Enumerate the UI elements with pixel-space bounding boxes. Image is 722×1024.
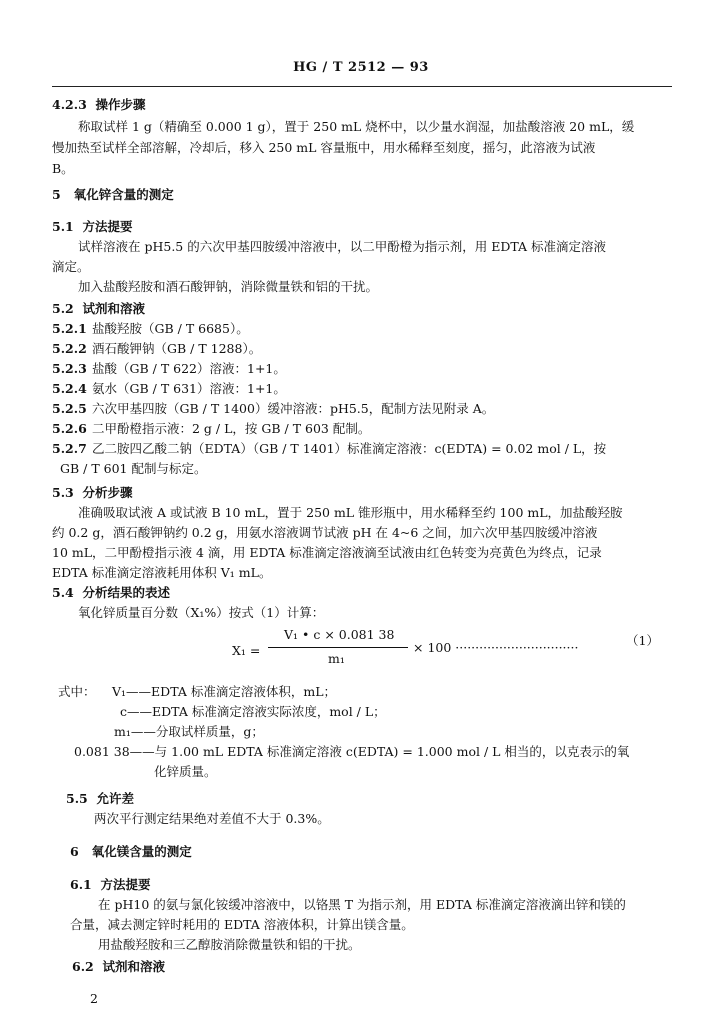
paragraph-line: B。 [52,161,74,176]
formula-denominator: m₁ [328,651,345,666]
definition-row [74,743,629,761]
section-title: 操作步骤 [95,97,146,112]
item-text: 酒石酸钾钠（GB / T 1288）。 [92,341,262,356]
definition-text: ——与 1.00 mL EDTA 标准滴定溶液 c(EDTA) = 1.000 mol / L 相当的，以克表示的氧 [129,744,630,759]
section-number: 4.2.3 [52,97,87,112]
list-item [52,420,370,438]
definition-symbol: m₁ [114,724,131,739]
section-number: 5.4 [52,585,74,600]
paragraph-line: EDTA 标准滴定溶液耗用体积 V₁ mL。 [52,565,272,580]
section-title: 分析结果的表述 [82,585,170,600]
section-title: 试剂和溶液 [82,301,145,316]
item-text: 二甲酚橙指示液：2 g / L，按 GB / T 603 配制。 [92,421,371,436]
definition-symbol: V₁ [112,684,127,699]
section-5-3-heading [52,484,132,502]
section-6-1-heading [70,876,150,894]
definition-text: ——EDTA 标准滴定溶液实际浓度，mol / L； [127,704,386,719]
section-title: 试剂和溶液 [102,959,165,974]
list-item [52,440,606,458]
definition-row [120,703,386,721]
section-title: 允许差 [96,791,134,806]
item-number: 5.2.4 [52,381,87,396]
paragraph-line: 化锌质量。 [154,764,217,779]
formula-numerator: V₁ • c × 0.081 38 [284,627,395,642]
list-item [52,380,286,398]
formula-tail: × 100 ······························· [413,640,579,655]
section-6-2-heading [72,958,165,976]
paragraph-line: 10 mL，二甲酚橙指示液 4 滴，用 EDTA 标准滴定溶液滴至试液由红色转变为亮黄色为终点，记录 [52,545,602,560]
where-label: 式中： [58,684,96,699]
paragraph-line: 准确吸取试液 A 或试液 B 10 mL，置于 250 mL 锥形瓶中，用水稀释至约 100 mL，加盐酸羟胺 [78,505,623,520]
section-title: 分析步骤 [82,485,133,500]
section-number: 6.2 [72,959,94,974]
paragraph-line: 慢加热至试样全部溶解，冷却后，移入 250 mL 容量瓶中，用水稀释至刻度，摇匀，此溶液为试液 [52,140,596,155]
item-number: 5.2.2 [52,341,87,356]
paragraph-line: 氧化锌质量百分数（X₁%）按式（1）计算： [78,605,325,620]
paragraph-line: 在 pH10 的氨与氯化铵缓冲溶液中，以铬黑 T 为指示剂，用 EDTA 标准滴定溶液滴出锌和镁的 [98,897,626,912]
item-text: 六次甲基四胺（GB / T 1400）缓冲溶液：pH5.5，配制方法见附录 A。 [92,401,495,416]
section-title: 方法提要 [100,877,151,892]
section-5-4-heading [52,584,170,602]
paragraph-line: 加入盐酸羟胺和酒石酸钾钠，消除微量铁和铝的干扰。 [78,279,379,294]
section-number: 5.2 [52,301,74,316]
paragraph-line: 试样溶液在 pH5.5 的六次甲基四胺缓冲溶液中，以二甲酚橙为指示剂，用 EDTA 标准滴定溶液 [78,239,607,254]
fraction-bar [268,647,408,648]
section-5-5-heading [66,790,134,808]
paragraph-line: 合量，减去测定锌时耗用的 EDTA 溶液体积，计算出镁含量。 [70,917,414,932]
section-5-1-heading [52,218,132,236]
section-number: 6 [70,844,79,859]
paragraph-line: GB / T 601 配制与标定。 [60,461,207,476]
section-title: 氧化镁含量的测定 [91,844,192,859]
item-number: 5.2.3 [52,361,87,376]
list-item [52,340,261,358]
item-text: 盐酸（GB / T 622）溶液：1+1。 [92,361,286,376]
item-number: 5.2.5 [52,401,87,416]
page-number: 2 [90,991,98,1006]
section-4-2-3-heading [52,96,146,114]
list-item [52,320,249,338]
section-number: 5 [52,187,61,202]
section-title: 氧化锌含量的测定 [73,187,174,202]
item-number: 5.2.6 [52,421,87,436]
item-number: 5.2.1 [52,321,87,336]
definition-text: ——分取试样质量，g； [130,724,264,739]
definition-row [112,683,336,701]
header-rule [52,86,672,87]
section-number: 5.5 [66,791,88,806]
definition-symbol: c [120,704,128,719]
paragraph-line: 用盐酸羟胺和三乙醇胺消除微量铁和铝的干扰。 [98,937,361,952]
section-5-heading [52,186,174,204]
section-5-2-heading [52,300,145,318]
item-text: 盐酸羟胺（GB / T 6685）。 [92,321,249,336]
formula-lhs: X₁ = [232,643,261,658]
section-number: 6.1 [70,877,92,892]
section-6-heading [70,843,192,861]
definition-symbol: 0.081 38 [74,744,130,759]
item-text: 氨水（GB / T 631）溶液：1+1。 [92,381,286,396]
paragraph-line: 滴定。 [52,259,90,274]
item-number: 5.2.7 [52,441,87,456]
section-title: 方法提要 [82,219,133,234]
section-number: 5.3 [52,485,74,500]
list-item [52,400,494,418]
paragraph-line: 约 0.2 g，酒石酸钾钠约 0.2 g，用氨水溶液调节试液 pH 在 4~6 之间，加六次甲基四胺缓冲溶液 [52,525,598,540]
definition-row [114,723,264,741]
equation-number: （1） [626,633,659,648]
paragraph-line: 两次平行测定结果绝对差值不大于 0.3%。 [94,811,330,826]
page-header: HG / T 2512 — 93 [293,60,429,75]
item-text: 乙二胺四乙酸二钠（EDTA）（GB / T 1401）标准滴定溶液：c(EDTA) = 0.02 mol / L，按 [92,441,607,456]
paragraph-line: 称取试样 1 g（精确至 0.000 1 g），置于 250 mL 烧杯中，以少量水润湿，加盐酸溶液 20 mL，缓 [78,119,635,134]
section-number: 5.1 [52,219,74,234]
list-item [52,360,286,378]
definition-text: ——EDTA 标准滴定溶液体积，mL； [126,684,337,699]
